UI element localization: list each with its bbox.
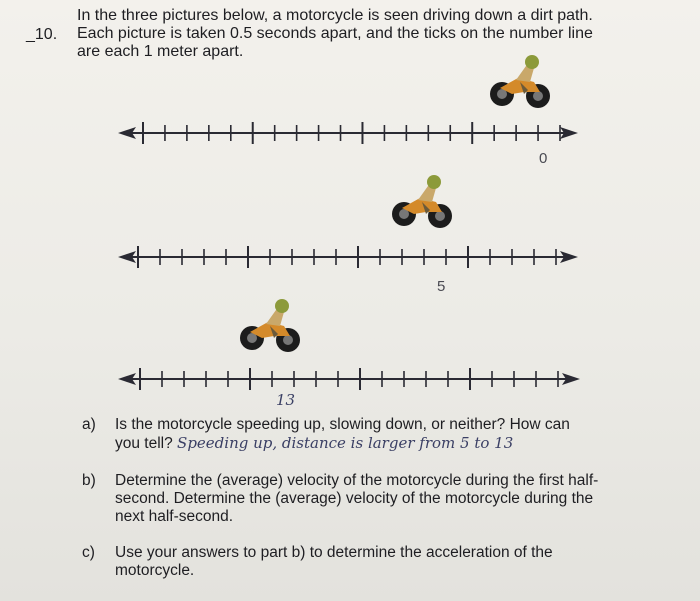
question-line-with-answer bbox=[115, 434, 645, 453]
arrow-right bbox=[560, 127, 578, 139]
arrow-right bbox=[560, 251, 578, 263]
question-line-prefix: you tell? bbox=[115, 435, 178, 452]
number-line-label-1: 0 bbox=[539, 150, 548, 167]
question-body bbox=[115, 544, 645, 580]
number-line-label-3: 13 bbox=[276, 391, 296, 409]
problem-number: _10. bbox=[26, 26, 58, 43]
problem-line: Each picture is taken 0.5 seconds apart, and the ticks on the number line bbox=[77, 25, 593, 42]
problem-line: In the three pictures below, a motorcycle is seen driving down a dirt path. bbox=[77, 7, 593, 24]
number-line-ticks bbox=[118, 122, 578, 144]
question-letter: b) bbox=[82, 472, 96, 489]
question-line: next half-second. bbox=[115, 508, 234, 525]
arrow-left bbox=[118, 127, 136, 139]
question-body bbox=[115, 416, 645, 453]
number-line-ticks bbox=[118, 246, 578, 268]
arrow-right bbox=[562, 373, 580, 385]
handwritten-answer: Speeding up, distance is larger from 5 to 13 bbox=[177, 434, 514, 452]
question-line: Use your answers to part b) to determine the acceleration of the bbox=[115, 544, 553, 561]
problem-line: are each 1 meter apart. bbox=[77, 43, 244, 60]
question-line: Determine the (average) velocity of the motorcycle during the first half- bbox=[115, 472, 599, 489]
question-line: second. Determine the (average) velocity of the motorcycle during the bbox=[115, 490, 594, 507]
motorcycle-icon bbox=[390, 172, 456, 230]
question-letter: a) bbox=[82, 416, 96, 433]
question-line: Is the motorcycle speeding up, slowing down, or neither? How can bbox=[115, 416, 570, 433]
number-line-label-2: 5 bbox=[437, 278, 446, 295]
question-line: motorcycle. bbox=[115, 562, 195, 579]
motorcycle-icon bbox=[238, 296, 304, 354]
arrow-left bbox=[118, 373, 136, 385]
number-line-ticks bbox=[118, 368, 580, 390]
question-body bbox=[115, 472, 645, 526]
arrow-left bbox=[118, 251, 136, 263]
motorcycle-icon bbox=[488, 52, 554, 110]
question-letter: c) bbox=[82, 544, 95, 561]
